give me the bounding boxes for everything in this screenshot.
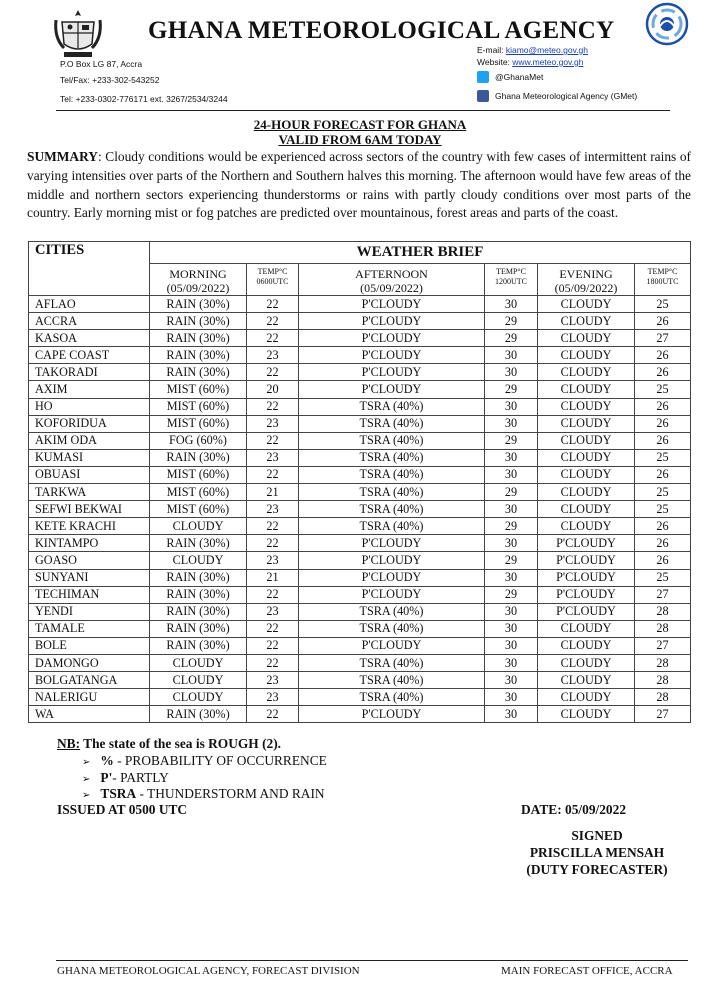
- arrow-bullet-icon: ➢: [82, 774, 91, 785]
- evening-cell: CLOUDY: [538, 398, 635, 415]
- city-cell: AXIM: [29, 381, 150, 398]
- temp-afternoon-cell: 30: [485, 637, 538, 654]
- temp-morning-cell: 22: [247, 518, 299, 535]
- city-cell: DAMONGO: [29, 654, 150, 671]
- city-cell: BOLGATANGA: [29, 672, 150, 689]
- temp-morning-cell: 23: [247, 603, 299, 620]
- evening-cell: CLOUDY: [538, 296, 635, 313]
- twitter-line: [477, 71, 543, 83]
- evening-cell: CLOUDY: [538, 313, 635, 330]
- city-cell: TAKORADI: [29, 364, 150, 381]
- footer-division: GHANA METEOROLOGICAL AGENCY, FORECAST DIVISION: [57, 965, 360, 977]
- evening-cell: CLOUDY: [538, 347, 635, 364]
- evening-cell: CLOUDY: [538, 415, 635, 432]
- evening-cell: CLOUDY: [538, 706, 635, 723]
- morning-cell: CLOUDY: [150, 654, 247, 671]
- table-row: [29, 603, 691, 620]
- temp-evening-cell: 27: [635, 330, 691, 347]
- morning-cell: FOG (60%): [150, 432, 247, 449]
- morning-cell: RAIN (30%): [150, 586, 247, 603]
- morning-cell: CLOUDY: [150, 552, 247, 569]
- table-row: [29, 381, 691, 398]
- forecast-title: 24-HOUR FORECAST FOR GHANA: [253, 117, 467, 132]
- temp-afternoon-cell: 30: [485, 654, 538, 671]
- temp-morning-cell: 22: [247, 466, 299, 483]
- email-link[interactable]: kiamo@meteo.gov.gh: [505, 45, 589, 55]
- temp-morning-header: TEMP°C 0600UTC: [247, 264, 299, 296]
- forecast-validity: VALID FROM 6AM TODAY: [278, 132, 442, 147]
- afternoon-cell: P'CLOUDY: [299, 313, 485, 330]
- temp-afternoon-cell: 30: [485, 706, 538, 723]
- evening-cell: P'CLOUDY: [538, 569, 635, 586]
- cities-column-header: CITIES: [29, 242, 150, 296]
- city-cell: KUMASI: [29, 449, 150, 466]
- city-cell: AFLAO: [29, 296, 150, 313]
- morning-cell: MIST (60%): [150, 415, 247, 432]
- city-cell: TARKWA: [29, 484, 150, 501]
- nb-label: NB:: [57, 736, 81, 751]
- telephone: Tel: +233-0302-776171 ext. 3267/2534/3244: [60, 94, 228, 104]
- temp-evening-cell: 25: [635, 501, 691, 518]
- facebook-page[interactable]: Ghana Meteorological Agency (GMet): [495, 91, 638, 101]
- twitter-handle[interactable]: @GhanaMet: [495, 72, 544, 82]
- temp-afternoon-cell: 30: [485, 415, 538, 432]
- temp-morning-cell: 22: [247, 586, 299, 603]
- temp-evening-cell: 26: [635, 518, 691, 535]
- morning-cell: RAIN (30%): [150, 620, 247, 637]
- footer-divider: [56, 960, 688, 961]
- evening-cell: CLOUDY: [538, 364, 635, 381]
- footer-office: MAIN FORECAST OFFICE, ACCRA: [501, 965, 673, 977]
- city-cell: BOLE: [29, 637, 150, 654]
- afternoon-cell: TSRA (40%): [299, 620, 485, 637]
- afternoon-cell: P'CLOUDY: [299, 637, 485, 654]
- temp-morning-cell: 22: [247, 296, 299, 313]
- afternoon-cell: P'CLOUDY: [299, 364, 485, 381]
- city-cell: OBUASI: [29, 466, 150, 483]
- table-row: [29, 552, 691, 569]
- temp-evening-cell: 25: [635, 569, 691, 586]
- temp-afternoon-cell: 30: [485, 620, 538, 637]
- temp-evening-cell: 28: [635, 620, 691, 637]
- afternoon-cell: P'CLOUDY: [299, 552, 485, 569]
- city-cell: YENDI: [29, 603, 150, 620]
- morning-cell: CLOUDY: [150, 672, 247, 689]
- forecaster-name: PRISCILLA MENSAH: [529, 845, 665, 860]
- city-cell: CAPE COAST: [29, 347, 150, 364]
- afternoon-cell: P'CLOUDY: [299, 706, 485, 723]
- legend-item: ➢ TSRA - THUNDERSTORM AND RAIN: [82, 786, 325, 801]
- legend-item: ➢ % - PROBABILITY OF OCCURRENCE: [82, 753, 327, 768]
- temp-evening-cell: 25: [635, 296, 691, 313]
- table-row: [29, 654, 691, 671]
- afternoon-cell: TSRA (40%): [299, 689, 485, 706]
- morning-cell: RAIN (30%): [150, 535, 247, 552]
- temp-morning-cell: 23: [247, 501, 299, 518]
- table-row: [29, 466, 691, 483]
- table-row: [29, 330, 691, 347]
- evening-cell: CLOUDY: [538, 689, 635, 706]
- afternoon-cell: TSRA (40%): [299, 432, 485, 449]
- city-cell: KASOA: [29, 330, 150, 347]
- temp-afternoon-cell: 29: [485, 586, 538, 603]
- morning-cell: CLOUDY: [150, 518, 247, 535]
- temp-evening-cell: 28: [635, 672, 691, 689]
- temp-afternoon-cell: 29: [485, 484, 538, 501]
- forecast-table: [28, 241, 691, 723]
- afternoon-cell: TSRA (40%): [299, 501, 485, 518]
- morning-cell: RAIN (30%): [150, 569, 247, 586]
- temp-morning-cell: 22: [247, 313, 299, 330]
- twitter-icon: [477, 71, 489, 83]
- city-cell: ACCRA: [29, 313, 150, 330]
- forecast-table-body: [29, 296, 691, 723]
- temp-morning-cell: 22: [247, 432, 299, 449]
- table-row: [29, 706, 691, 723]
- table-row: [29, 672, 691, 689]
- morning-cell: RAIN (30%): [150, 330, 247, 347]
- table-row: [29, 449, 691, 466]
- table-row: [29, 415, 691, 432]
- temp-afternoon-cell: 30: [485, 296, 538, 313]
- afternoon-cell: TSRA (40%): [299, 518, 485, 535]
- forecast-summary: [27, 148, 691, 223]
- evening-cell: CLOUDY: [538, 637, 635, 654]
- temp-evening-cell: 25: [635, 381, 691, 398]
- email-line: [477, 45, 588, 55]
- temp-morning-cell: 22: [247, 330, 299, 347]
- temp-evening-cell: 27: [635, 586, 691, 603]
- morning-cell: MIST (60%): [150, 398, 247, 415]
- city-cell: SEFWI BEKWAI: [29, 501, 150, 518]
- temp-evening-cell: 26: [635, 347, 691, 364]
- morning-cell: RAIN (30%): [150, 637, 247, 654]
- temp-evening-cell: 27: [635, 637, 691, 654]
- temp-morning-cell: 22: [247, 637, 299, 654]
- weather-brief-header: WEATHER BRIEF: [150, 242, 691, 264]
- city-cell: SUNYANI: [29, 569, 150, 586]
- legend-item: ➢ P'- PARTLY: [82, 770, 169, 785]
- temp-evening-cell: 25: [635, 484, 691, 501]
- city-cell: NALERIGU: [29, 689, 150, 706]
- evening-cell: CLOUDY: [538, 620, 635, 637]
- temp-afternoon-cell: 30: [485, 535, 538, 552]
- ghana-coat-of-arms-icon: [52, 8, 104, 60]
- afternoon-cell: TSRA (40%): [299, 466, 485, 483]
- temp-morning-cell: 22: [247, 398, 299, 415]
- table-row: [29, 347, 691, 364]
- temp-afternoon-cell: 30: [485, 347, 538, 364]
- afternoon-cell: P'CLOUDY: [299, 569, 485, 586]
- table-row: [29, 501, 691, 518]
- temp-afternoon-cell: 29: [485, 313, 538, 330]
- table-row: [29, 569, 691, 586]
- temp-morning-cell: 22: [247, 654, 299, 671]
- issued-time: ISSUED AT 0500 UTC: [57, 802, 188, 817]
- city-cell: TAMALE: [29, 620, 150, 637]
- morning-cell: RAIN (30%): [150, 364, 247, 381]
- temp-morning-cell: 22: [247, 620, 299, 637]
- afternoon-cell: P'CLOUDY: [299, 347, 485, 364]
- evening-cell: CLOUDY: [538, 432, 635, 449]
- temp-afternoon-cell: 29: [485, 381, 538, 398]
- morning-cell: CLOUDY: [150, 689, 247, 706]
- table-row: [29, 398, 691, 415]
- temp-evening-cell: 26: [635, 432, 691, 449]
- temp-morning-cell: 23: [247, 552, 299, 569]
- temp-evening-cell: 28: [635, 689, 691, 706]
- temp-evening-header: TEMP°C 1800UTC: [635, 264, 691, 296]
- temp-evening-cell: 26: [635, 535, 691, 552]
- table-row: [29, 689, 691, 706]
- evening-cell: CLOUDY: [538, 330, 635, 347]
- temp-afternoon-cell: 30: [485, 689, 538, 706]
- morning-cell: MIST (60%): [150, 466, 247, 483]
- afternoon-cell: TSRA (40%): [299, 654, 485, 671]
- evening-cell: P'CLOUDY: [538, 603, 635, 620]
- city-cell: TECHIMAN: [29, 586, 150, 603]
- evening-cell: CLOUDY: [538, 518, 635, 535]
- morning-cell: RAIN (30%): [150, 296, 247, 313]
- evening-cell: P'CLOUDY: [538, 586, 635, 603]
- table-row: [29, 620, 691, 637]
- temp-evening-cell: 26: [635, 552, 691, 569]
- temp-morning-cell: 22: [247, 364, 299, 381]
- temp-morning-cell: 22: [247, 535, 299, 552]
- morning-cell: RAIN (30%): [150, 706, 247, 723]
- temp-morning-cell: 21: [247, 484, 299, 501]
- temp-evening-cell: 26: [635, 466, 691, 483]
- temp-afternoon-cell: 30: [485, 672, 538, 689]
- evening-cell: CLOUDY: [538, 381, 635, 398]
- afternoon-cell: TSRA (40%): [299, 484, 485, 501]
- city-cell: WA: [29, 706, 150, 723]
- temp-afternoon-cell: 30: [485, 398, 538, 415]
- temp-morning-cell: 23: [247, 449, 299, 466]
- afternoon-cell: TSRA (40%): [299, 449, 485, 466]
- table-row: [29, 432, 691, 449]
- evening-cell: CLOUDY: [538, 449, 635, 466]
- telfax: Tel/Fax: +233-302-543252: [60, 75, 160, 85]
- agency-name: GHANA METEOROLOGICAL AGENCY: [148, 17, 615, 44]
- afternoon-cell: TSRA (40%): [299, 672, 485, 689]
- morning-cell: RAIN (30%): [150, 603, 247, 620]
- evening-cell: P'CLOUDY: [538, 552, 635, 569]
- temp-morning-cell: 23: [247, 347, 299, 364]
- temp-morning-cell: 20: [247, 381, 299, 398]
- header-divider: [56, 110, 670, 111]
- temp-evening-cell: 26: [635, 415, 691, 432]
- website-line: [477, 57, 583, 67]
- city-cell: KINTAMPO: [29, 535, 150, 552]
- afternoon-cell: TSRA (40%): [299, 398, 485, 415]
- temp-afternoon-cell: 30: [485, 501, 538, 518]
- city-cell: AKIM ODA: [29, 432, 150, 449]
- temp-afternoon-cell: 30: [485, 466, 538, 483]
- table-row: [29, 518, 691, 535]
- sea-state-note: [57, 736, 281, 752]
- email-label: E-mail:: [477, 45, 504, 55]
- afternoon-cell: P'CLOUDY: [299, 330, 485, 347]
- temp-afternoon-cell: 30: [485, 364, 538, 381]
- summary-text: : Cloudy conditions would be experienced across sectors of the country with few cases of intermittent rains of varying intensities over parts of the Northern and Southern halves this morning. The afternoon would have few areas of the middle and northern sectors experiencing thunderstorms or rains with partly cloudy conditions over most parts of the country. Early morning mist or fog patches are predicted over mountainous, forest areas and parts of the coast.: [27, 149, 691, 221]
- facebook-icon: [477, 90, 489, 102]
- city-cell: HO: [29, 398, 150, 415]
- afternoon-cell: P'CLOUDY: [299, 586, 485, 603]
- temp-morning-cell: 23: [247, 415, 299, 432]
- table-row: [29, 484, 691, 501]
- address: P.O Box LG 87, Accra: [60, 59, 143, 69]
- arrow-bullet-icon: ➢: [82, 757, 91, 768]
- temp-afternoon-cell: 29: [485, 518, 538, 535]
- table-row: [29, 586, 691, 603]
- temp-evening-cell: 27: [635, 706, 691, 723]
- evening-cell: CLOUDY: [538, 466, 635, 483]
- gmet-logo-icon: [645, 2, 689, 46]
- facebook-line: [477, 90, 637, 102]
- morning-column-header: MORNING (05/09/2022): [150, 264, 247, 296]
- temp-morning-cell: 22: [247, 706, 299, 723]
- temp-afternoon-cell: 29: [485, 432, 538, 449]
- city-cell: KETE KRACHI: [29, 518, 150, 535]
- issue-date: DATE: 05/09/2022: [521, 802, 627, 817]
- evening-cell: CLOUDY: [538, 654, 635, 671]
- afternoon-cell: TSRA (40%): [299, 603, 485, 620]
- temp-evening-cell: 25: [635, 449, 691, 466]
- evening-cell: CLOUDY: [538, 484, 635, 501]
- morning-cell: RAIN (30%): [150, 449, 247, 466]
- city-cell: GOASO: [29, 552, 150, 569]
- temp-evening-cell: 28: [635, 603, 691, 620]
- evening-cell: P'CLOUDY: [538, 535, 635, 552]
- temp-afternoon-cell: 29: [485, 552, 538, 569]
- table-row: [29, 364, 691, 381]
- temp-evening-cell: 26: [635, 313, 691, 330]
- city-cell: KOFORIDUA: [29, 415, 150, 432]
- temp-afternoon-header: TEMP°C 1200UTC: [485, 264, 538, 296]
- temp-evening-cell: 28: [635, 654, 691, 671]
- temp-evening-cell: 26: [635, 364, 691, 381]
- morning-cell: MIST (60%): [150, 501, 247, 518]
- signed-label: SIGNED: [571, 828, 623, 843]
- table-row: [29, 313, 691, 330]
- temp-morning-cell: 23: [247, 689, 299, 706]
- afternoon-cell: TSRA (40%): [299, 415, 485, 432]
- table-row: [29, 637, 691, 654]
- table-row: [29, 535, 691, 552]
- website-link[interactable]: www.meteo.gov.gh: [512, 57, 584, 67]
- temp-afternoon-cell: 30: [485, 569, 538, 586]
- sea-state-text: The state of the sea is ROUGH (2).: [80, 736, 282, 751]
- temp-afternoon-cell: 30: [485, 603, 538, 620]
- evening-column-header: EVENING (05/09/2022): [538, 264, 635, 296]
- temp-evening-cell: 26: [635, 398, 691, 415]
- evening-cell: CLOUDY: [538, 672, 635, 689]
- morning-cell: RAIN (30%): [150, 313, 247, 330]
- temp-afternoon-cell: 30: [485, 449, 538, 466]
- forecaster-role: (DUTY FORECASTER): [526, 862, 668, 877]
- morning-cell: MIST (60%): [150, 484, 247, 501]
- arrow-bullet-icon: ➢: [82, 790, 91, 801]
- website-label: Website:: [477, 57, 510, 67]
- afternoon-cell: P'CLOUDY: [299, 296, 485, 313]
- afternoon-cell: P'CLOUDY: [299, 535, 485, 552]
- morning-cell: MIST (60%): [150, 381, 247, 398]
- evening-cell: CLOUDY: [538, 501, 635, 518]
- summary-label: SUMMARY: [27, 149, 98, 164]
- temp-afternoon-cell: 29: [485, 330, 538, 347]
- table-row: [29, 296, 691, 313]
- morning-cell: RAIN (30%): [150, 347, 247, 364]
- afternoon-cell: P'CLOUDY: [299, 381, 485, 398]
- temp-morning-cell: 23: [247, 672, 299, 689]
- afternoon-column-header: AFTERNOON (05/09/2022): [299, 264, 485, 296]
- temp-morning-cell: 21: [247, 569, 299, 586]
